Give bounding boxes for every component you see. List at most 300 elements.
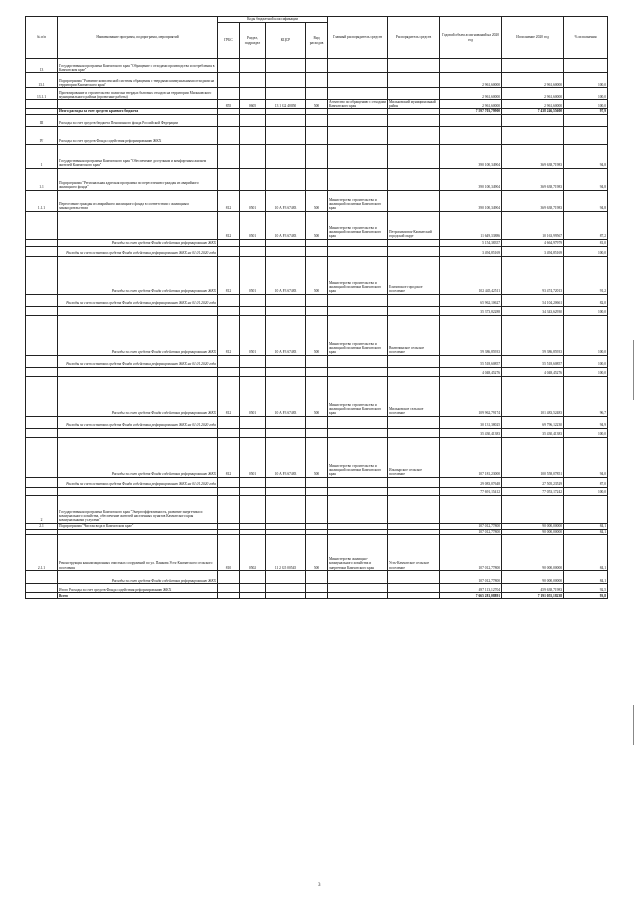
cell-plan: 77 691,15412 bbox=[440, 487, 502, 495]
cell-num: 1 bbox=[26, 144, 58, 168]
cell-gradm bbox=[328, 144, 388, 168]
cell-num bbox=[26, 355, 58, 367]
cell-gradm bbox=[328, 355, 388, 367]
cell-done: 4 048,45276 bbox=[502, 367, 564, 376]
table-row bbox=[26, 355, 608, 367]
cell-kvr bbox=[306, 487, 328, 495]
cell-pct: 94,8 bbox=[564, 190, 608, 211]
cell-pct: 94,9 bbox=[564, 416, 608, 428]
cell-kcsr bbox=[266, 306, 306, 315]
cell-done: 54 104,20661 bbox=[502, 294, 564, 306]
cell-recipient bbox=[388, 246, 440, 256]
cell-plan: 107 181,23000 bbox=[440, 437, 502, 477]
cell-pct: 100,0 bbox=[564, 315, 608, 355]
cell-grbs bbox=[218, 570, 240, 583]
table-header bbox=[26, 17, 608, 59]
cell-num bbox=[26, 583, 58, 592]
header-pct: % исполнения bbox=[564, 17, 608, 59]
cell-pct: 94,8 bbox=[564, 168, 608, 190]
cell-kvr bbox=[306, 126, 328, 144]
cell-done: 93 474,72013 bbox=[502, 256, 564, 294]
cell-plan bbox=[440, 59, 502, 73]
table-row bbox=[26, 477, 608, 487]
cell-pct: 100,0 bbox=[564, 428, 608, 437]
cell-recipient bbox=[388, 306, 440, 315]
cell-done: 34 343,62930 bbox=[502, 306, 564, 315]
table-row bbox=[26, 487, 608, 495]
cell-grbs: 812 bbox=[218, 256, 240, 294]
cell-recipient bbox=[388, 416, 440, 428]
cell-kvr bbox=[306, 570, 328, 583]
cell-plan: 107 012,77800 bbox=[440, 529, 502, 534]
header-grbs: ГРБС bbox=[218, 23, 240, 59]
table-row bbox=[26, 88, 608, 100]
cell-pct: 94,8 bbox=[564, 144, 608, 168]
cell-recipient bbox=[388, 294, 440, 306]
cell-gradm bbox=[328, 487, 388, 495]
cell-num bbox=[26, 367, 58, 376]
cell-gradm: Агентство по обращению с отходами Камчатского края bbox=[329, 100, 386, 109]
cell-grbs bbox=[218, 246, 240, 256]
cell-pct: 93,8 bbox=[564, 592, 608, 598]
cell-num bbox=[26, 100, 58, 109]
cell-name bbox=[58, 306, 218, 315]
cell-grbs bbox=[218, 367, 240, 376]
cell-section: 0501 bbox=[240, 437, 266, 477]
header-recipient: Распорядитель средств bbox=[388, 17, 440, 59]
cell-grbs bbox=[218, 168, 240, 190]
cell-kvr bbox=[306, 583, 328, 592]
cell-grbs: 855 bbox=[218, 100, 240, 109]
cell-kvr: 500 bbox=[306, 256, 328, 294]
cell-grbs: 812 bbox=[218, 211, 240, 239]
cell-grbs bbox=[218, 294, 240, 306]
cell-done: 69 796,12230 bbox=[502, 416, 564, 428]
cell-pct: 97,9 bbox=[564, 109, 608, 114]
cell-plan: 55 518,60857 bbox=[440, 355, 502, 367]
cell-plan: 497 113,12704 bbox=[440, 583, 502, 592]
cell-done: 90 000,00000 bbox=[502, 529, 564, 534]
cell-pct: 94,0 bbox=[564, 437, 608, 477]
cell-kvr bbox=[306, 416, 328, 428]
cell-kvr: 500 bbox=[306, 100, 328, 109]
cell-kcsr bbox=[266, 367, 306, 376]
cell-num bbox=[26, 428, 58, 437]
cell-grbs: 812 bbox=[218, 190, 240, 211]
cell-section bbox=[240, 416, 266, 428]
cell-num bbox=[26, 239, 58, 246]
cell-gradm bbox=[328, 114, 388, 126]
cell-name: Государственная программа Камчатского края "Обращение с отходами производства и потребления в Камчатском крае" bbox=[58, 59, 218, 73]
cell-kcsr bbox=[266, 59, 306, 73]
table-row bbox=[26, 59, 608, 73]
cell-done: 101 483,52483 bbox=[502, 376, 564, 416]
cell-recipient bbox=[388, 190, 440, 211]
cell-done: 35 430,41383 bbox=[502, 428, 564, 437]
cell-done: 459 638,71983 bbox=[502, 583, 564, 592]
cell-plan: 35 373,82288 bbox=[440, 306, 502, 315]
cell-recipient bbox=[388, 428, 440, 437]
cell-pct bbox=[564, 495, 608, 523]
cell-pct: 100,0 bbox=[564, 306, 608, 315]
cell-done: 2 961,60000 bbox=[502, 88, 564, 100]
cell-recipient bbox=[388, 144, 440, 168]
cell-gradm: Министерство строительства и жилищной политики Камчатского края bbox=[328, 190, 388, 211]
cell-done: 55 518,60857 bbox=[502, 355, 564, 367]
cell-name: Реконструкция канализационных очистных сооружений по ул. Панкова Усть-Камчатского сельского поселения bbox=[58, 534, 218, 570]
cell-name: Расходы за счет остатков средств Фонда содействия реформированию ЖКХ на 01.01.2020 года bbox=[58, 246, 218, 256]
cell-recipient bbox=[388, 583, 440, 592]
header-codes-group: Коды бюджетной классификации bbox=[218, 17, 328, 23]
cell-pct: 96,7 bbox=[564, 376, 608, 416]
header-section: Раздел, подраздел bbox=[240, 23, 266, 59]
cell-recipient bbox=[388, 126, 440, 144]
cell-section bbox=[240, 367, 266, 376]
cell-plan: 390 100,34904 bbox=[440, 190, 502, 211]
cell-recipient bbox=[388, 114, 440, 126]
cell-pct: 84,1 bbox=[564, 570, 608, 583]
cell-recipient bbox=[388, 88, 440, 100]
table-row bbox=[26, 144, 608, 168]
table-row bbox=[26, 534, 608, 570]
cell-plan: 109 962,79174 bbox=[440, 376, 502, 416]
cell-plan: 3 494,85169 bbox=[440, 246, 502, 256]
cell-name: Расходы за счет средств Фонда содействия реформированию ЖКХ bbox=[58, 437, 218, 477]
cell-num bbox=[26, 246, 58, 256]
cell-num bbox=[26, 256, 58, 294]
cell-name: Расходы за счет остатков средств Фонда содействия реформированию ЖКХ на 01.01.2020 года bbox=[58, 416, 218, 428]
cell-gradm bbox=[328, 367, 388, 376]
cell-name: Расходы за счет средств Фонда содействия реформированию ЖКХ bbox=[58, 126, 218, 144]
cell-section bbox=[240, 59, 266, 73]
table-row bbox=[26, 294, 608, 306]
cell-kcsr bbox=[266, 88, 306, 100]
cell-pct: 92,5 bbox=[564, 583, 608, 592]
scan-edge-mark bbox=[633, 705, 634, 745]
cell-num: III bbox=[26, 114, 58, 126]
cell-grbs: 812 bbox=[218, 437, 240, 477]
cell-grbs bbox=[218, 592, 240, 598]
cell-num bbox=[26, 306, 58, 315]
cell-gradm: Министерство строительства и жилищной политики Камчатского края bbox=[328, 376, 388, 416]
cell-plan: 102 445,42511 bbox=[440, 256, 502, 294]
cell-grbs bbox=[218, 126, 240, 144]
cell-gradm bbox=[328, 583, 388, 592]
cell-grbs bbox=[218, 495, 240, 523]
cell-num: 1.1 bbox=[26, 168, 58, 190]
cell-pct: 82,0 bbox=[564, 294, 608, 306]
cell-pct: 100,0 bbox=[564, 100, 608, 109]
cell-kcsr bbox=[266, 428, 306, 437]
table-row bbox=[26, 367, 608, 376]
cell-grbs bbox=[218, 355, 240, 367]
cell-kvr bbox=[306, 144, 328, 168]
cell-name: Подпрограмма "Развитие комплексной системы обращения с твердыми коммунальными отходами на территории Камчатского края" bbox=[58, 73, 218, 88]
cell-done: 90 000,00000 bbox=[502, 534, 564, 570]
cell-section bbox=[240, 239, 266, 246]
cell-name: Подпрограмма "Чистая вода в Камчатском крае" bbox=[58, 523, 218, 529]
cell-kvr bbox=[306, 239, 328, 246]
cell-section bbox=[240, 168, 266, 190]
cell-section: 0501 bbox=[240, 190, 266, 211]
cell-section: 0501 bbox=[240, 315, 266, 355]
cell-kcsr: 10 А F3 67483 bbox=[266, 190, 306, 211]
cell-kcsr bbox=[266, 416, 306, 428]
table-row bbox=[26, 583, 608, 592]
cell-pct bbox=[564, 59, 608, 73]
table-row bbox=[26, 495, 608, 523]
cell-num: 1.1.1 bbox=[26, 190, 58, 211]
cell-kcsr: 10 А F3 67483 bbox=[266, 376, 306, 416]
cell-recipient: Мильковский муниципальный район bbox=[388, 100, 440, 109]
cell-gradm bbox=[328, 416, 388, 428]
cell-grbs: 810 bbox=[218, 534, 240, 570]
cell-pct bbox=[564, 126, 608, 144]
cell-recipient bbox=[388, 168, 440, 190]
cell-pct: 100,0 bbox=[564, 73, 608, 88]
cell-plan: 107 012,77800 bbox=[440, 534, 502, 570]
table-row bbox=[26, 73, 608, 88]
cell-kvr bbox=[306, 367, 328, 376]
cell-done: 100 558,07851 bbox=[502, 437, 564, 477]
cell-name bbox=[58, 428, 218, 437]
cell-done bbox=[502, 126, 564, 144]
table-row bbox=[26, 190, 608, 211]
cell-done: 10 163,99567 bbox=[502, 211, 564, 239]
cell-pct: 100,0 bbox=[564, 355, 608, 367]
cell-plan: 7 665 281,08891 bbox=[440, 592, 502, 598]
cell-section bbox=[240, 294, 266, 306]
cell-gradm bbox=[328, 294, 388, 306]
cell-kvr bbox=[306, 592, 328, 598]
cell-recipient bbox=[388, 73, 440, 88]
cell-pct: 100,0 bbox=[564, 246, 608, 256]
table-row bbox=[26, 126, 608, 144]
cell-grbs bbox=[218, 583, 240, 592]
cell-recipient bbox=[388, 477, 440, 487]
cell-section: 0501 bbox=[240, 256, 266, 294]
cell-grbs bbox=[218, 88, 240, 100]
cell-done bbox=[502, 114, 564, 126]
cell-done: 90 000,00000 bbox=[502, 570, 564, 583]
cell-name bbox=[58, 100, 218, 109]
cell-section bbox=[240, 126, 266, 144]
cell-section bbox=[240, 246, 266, 256]
cell-kcsr bbox=[266, 246, 306, 256]
cell-plan: 29 083,07648 bbox=[440, 477, 502, 487]
cell-name bbox=[58, 487, 218, 495]
cell-recipient bbox=[388, 355, 440, 367]
cell-num: 13 bbox=[26, 59, 58, 73]
cell-done: 369 638,71983 bbox=[502, 190, 564, 211]
cell-kvr: 500 bbox=[306, 437, 328, 477]
cell-kcsr bbox=[266, 294, 306, 306]
table-row bbox=[26, 168, 608, 190]
cell-plan: 107 012,77800 bbox=[440, 570, 502, 583]
cell-pct: 84,1 bbox=[564, 529, 608, 534]
cell-name: Переселение граждан из аварийного жилищного фонда в соответствии с жилищным законодательством bbox=[58, 190, 218, 211]
cell-name: Государственная программа Камчатского края "Энергоэффективность, развитие энергетики и коммунального хозяйства, обеспечение жителей населенных пунктов Камчатского края коммунальными услугами" bbox=[58, 495, 218, 523]
cell-plan: 4 048,45276 bbox=[440, 367, 502, 376]
cell-section: 0501 bbox=[240, 211, 266, 239]
table-row bbox=[26, 114, 608, 126]
cell-name bbox=[58, 367, 218, 376]
cell-gradm bbox=[328, 168, 388, 190]
cell-gradm bbox=[328, 126, 388, 144]
cell-name: Всего bbox=[58, 592, 218, 598]
header-kcsr: КЦСР bbox=[266, 23, 306, 59]
cell-recipient bbox=[388, 592, 440, 598]
cell-pct: 100,0 bbox=[564, 88, 608, 100]
cell-kvr bbox=[306, 495, 328, 523]
cell-done: 59 386,85933 bbox=[502, 315, 564, 355]
cell-section bbox=[240, 495, 266, 523]
cell-num bbox=[26, 211, 58, 239]
table-row bbox=[26, 239, 608, 246]
table-body bbox=[26, 59, 608, 599]
cell-done: 27 505,23529 bbox=[502, 477, 564, 487]
cell-section bbox=[240, 355, 266, 367]
cell-recipient: Мильковское сельское поселение bbox=[388, 376, 440, 416]
cell-kcsr: 10 А F3 67483 bbox=[266, 315, 306, 355]
table-row bbox=[26, 256, 608, 294]
cell-plan: 2 961,60000 bbox=[440, 100, 502, 109]
cell-section bbox=[240, 583, 266, 592]
header-kvr: Вид расходов bbox=[306, 23, 328, 59]
cell-kvr bbox=[306, 88, 328, 100]
header-plan: Годовой объем ассигнований на 2020 год bbox=[440, 17, 502, 59]
cell-section bbox=[240, 592, 266, 598]
cell-pct: 100,0 bbox=[564, 367, 608, 376]
cell-recipient bbox=[388, 495, 440, 523]
cell-num: 13.1.1 bbox=[26, 88, 58, 100]
cell-section bbox=[240, 114, 266, 126]
cell-gradm: Министерство строительства и жилищной политики Камчатского края bbox=[328, 256, 388, 294]
cell-pct: 100,0 bbox=[564, 487, 608, 495]
cell-kvr bbox=[306, 294, 328, 306]
cell-name: Расходы за счет остатков средств Фонда содействия реформированию ЖКХ на 01.01.2020 года bbox=[58, 355, 218, 367]
cell-kcsr: 11 2 G5 00545 bbox=[266, 534, 306, 570]
cell-done: 77 053,17242 bbox=[502, 487, 564, 495]
cell-kcsr bbox=[266, 487, 306, 495]
cell-name: Расходы за счет средств бюджета Пенсионного фонда Российской Федерации bbox=[58, 114, 218, 126]
cell-section: 0605 bbox=[240, 100, 266, 109]
header-name: Наименование программ, подпрограмм, мероприятий bbox=[58, 17, 218, 59]
cell-pct: 87,0 bbox=[564, 477, 608, 487]
cell-name: Расходы за счет средств Фонда содействия реформированию ЖКХ bbox=[58, 570, 218, 583]
table-row bbox=[26, 315, 608, 355]
cell-recipient: Ильпырское сельское поселение bbox=[388, 437, 440, 477]
cell-num: IV bbox=[26, 126, 58, 144]
cell-gradm bbox=[328, 246, 388, 256]
cell-gradm: Министерство жилищно-коммунального хозяйства и энергетики Камчатского края bbox=[328, 534, 388, 570]
cell-grbs bbox=[218, 306, 240, 315]
table-row bbox=[26, 306, 608, 315]
cell-recipient bbox=[388, 367, 440, 376]
cell-num: 2 bbox=[26, 495, 58, 523]
table-row bbox=[26, 428, 608, 437]
cell-grbs: 812 bbox=[218, 315, 240, 355]
cell-recipient: Петропавловск-Камчатский городской округ bbox=[388, 211, 440, 239]
cell-section: 0501 bbox=[240, 376, 266, 416]
cell-kcsr: 10 А F3 67483 bbox=[266, 256, 306, 294]
cell-gradm bbox=[328, 73, 388, 88]
cell-section bbox=[240, 477, 266, 487]
scan-edge-mark bbox=[633, 340, 634, 400]
cell-plan: 11 649,33886 bbox=[440, 211, 502, 239]
cell-plan bbox=[440, 495, 502, 523]
cell-kcsr bbox=[266, 592, 306, 598]
cell-kcsr bbox=[266, 114, 306, 126]
cell-kvr bbox=[306, 428, 328, 437]
cell-section bbox=[240, 428, 266, 437]
cell-section bbox=[240, 144, 266, 168]
cell-kvr bbox=[306, 168, 328, 190]
cell-done: 4 664,97979 bbox=[502, 239, 564, 246]
cell-name: Расходы за счет средств Фонда содействия реформированию ЖКХ bbox=[58, 239, 218, 246]
cell-section: 0502 bbox=[240, 534, 266, 570]
cell-name: Расходы за счет остатков средств Фонда содействия реформированию ЖКХ на 01.01.2020 года bbox=[58, 294, 218, 306]
cell-name: Подпрограмма "Региональная адресная программа по переселению граждан из аварийного жилищного фонда" bbox=[58, 168, 218, 190]
cell-kvr: 500 bbox=[306, 190, 328, 211]
cell-name: Государственная программа Камчатского края "Обеспечение доступным и комфортным жильем жителей Камчатского края" bbox=[58, 144, 218, 168]
cell-grbs: 812 bbox=[218, 376, 240, 416]
cell-done: 2 961,60000 bbox=[502, 100, 564, 109]
cell-kcsr bbox=[266, 144, 306, 168]
cell-kcsr bbox=[266, 477, 306, 487]
cell-plan: 5 154,38357 bbox=[440, 239, 502, 246]
cell-section bbox=[240, 570, 266, 583]
cell-num bbox=[26, 592, 58, 598]
cell-num bbox=[26, 376, 58, 416]
page-number: 3 bbox=[318, 883, 321, 888]
header-gradm: Главный распорядитель средств bbox=[328, 17, 388, 59]
header-done: Исполнение 2020 год bbox=[502, 17, 564, 59]
cell-kcsr bbox=[266, 239, 306, 246]
cell-num bbox=[26, 437, 58, 477]
cell-section bbox=[240, 73, 266, 88]
cell-kcsr bbox=[266, 73, 306, 88]
table-row bbox=[26, 416, 608, 428]
cell-num bbox=[26, 315, 58, 355]
cell-plan: 30 131,38025 bbox=[440, 416, 502, 428]
cell-kcsr: 10 А F3 67483 bbox=[266, 437, 306, 477]
cell-gradm bbox=[328, 88, 388, 100]
cell-gradm bbox=[328, 306, 388, 315]
cell-done: 369 638,71983 bbox=[502, 144, 564, 168]
cell-done: 2 961,60000 bbox=[502, 73, 564, 88]
cell-done: 7 191 055,18238 bbox=[502, 592, 564, 598]
table-row bbox=[26, 100, 608, 109]
cell-name bbox=[58, 211, 218, 239]
cell-kcsr bbox=[266, 126, 306, 144]
table-row bbox=[26, 376, 608, 416]
cell-gradm bbox=[328, 428, 388, 437]
cell-name: Расходы за счет остатков средств Фонда содействия реформированию ЖКХ на 01.01.2020 года bbox=[58, 477, 218, 487]
cell-plan: 59 386,85933 bbox=[440, 315, 502, 355]
cell-kvr bbox=[306, 477, 328, 487]
cell-grbs bbox=[218, 144, 240, 168]
cell-name: Итого Расходы за счет средств Фонда содействия реформированию ЖКХ bbox=[58, 583, 218, 592]
cell-kvr bbox=[306, 246, 328, 256]
cell-name: Итого расходы за счет средств краевого бюджета bbox=[58, 109, 218, 114]
cell-num: 13.1 bbox=[26, 73, 58, 88]
cell-plan: 7 597 703,79900 bbox=[440, 109, 502, 114]
table-row bbox=[26, 437, 608, 477]
cell-name: Расходы за счет средств Фонда содействия реформированию ЖКХ bbox=[58, 256, 218, 294]
cell-num bbox=[26, 487, 58, 495]
cell-kvr: 500 bbox=[306, 534, 328, 570]
